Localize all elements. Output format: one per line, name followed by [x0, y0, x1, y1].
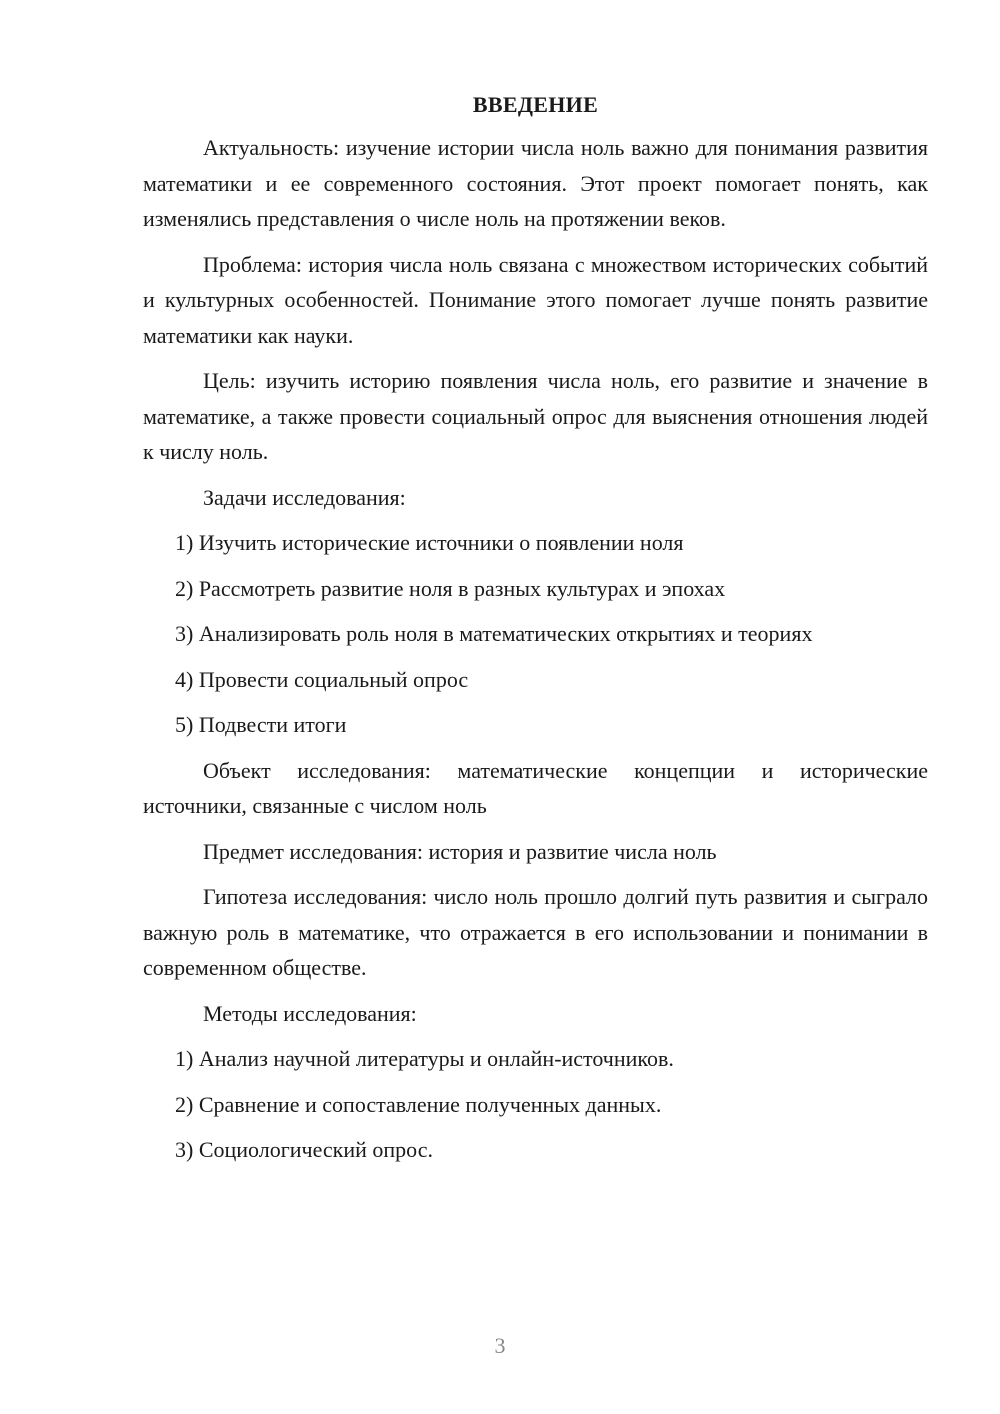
task-item: 1) Изучить исторические источники о появлении ноля	[175, 530, 684, 555]
object-paragraph: Объект исследования: математические концепции и исторические источники, связанные с числом ноль	[143, 757, 928, 818]
task-item: 4) Провести социальный опрос	[175, 666, 469, 692]
tasks-list	[143, 525, 928, 743]
section-title: ВВЕДЕНИЕ	[472, 92, 599, 117]
problem-paragraph: Проблема: история числа ноль связана с множеством исторических событий и культурных особенностей. Понимание этого помогает лучше понять развитие математики как науки.	[143, 251, 928, 348]
method-item: 2) Сравнение и сопоставление полученных данных.	[175, 1091, 662, 1117]
method-item: 1) Анализ научной литературы и онлайн-источников.	[175, 1046, 674, 1071]
document-page	[143, 90, 928, 1178]
method-item: 3) Социологический опрос.	[175, 1137, 433, 1162]
tasks-heading: Задачи исследования:	[203, 484, 406, 510]
hypothesis-paragraph: Гипотеза исследования: число ноль прошло долгий путь развития и сыграло важную роль в математике, что отражается в его использовании и понимании в современном обществе.	[143, 884, 928, 980]
relevance-paragraph: Актуальность: изучение истории числа ноль важно для понимания развития математики и ее современного состояния. Этот проект помогает понять, как изменялись представления о числе ноль на протяжении веков.	[143, 135, 928, 231]
page-number: 3	[494, 1333, 506, 1358]
methods-list	[143, 1041, 928, 1168]
task-item: 5) Подвести итоги	[175, 712, 347, 737]
task-item: 3) Анализировать роль ноля в математических открытиях и теориях	[175, 621, 813, 646]
goal-paragraph: Цель: изучить историю появления числа ноль, его развитие и значение в математике, а также провести социальный опрос для выяснения отношения людей к числу ноль.	[143, 368, 928, 464]
subject-paragraph: Предмет исследования: история и развитие числа ноль	[203, 838, 717, 864]
task-item: 2) Рассмотреть развитие ноля в разных культурах и эпохах	[175, 575, 726, 601]
methods-heading: Методы исследования:	[203, 1000, 417, 1026]
